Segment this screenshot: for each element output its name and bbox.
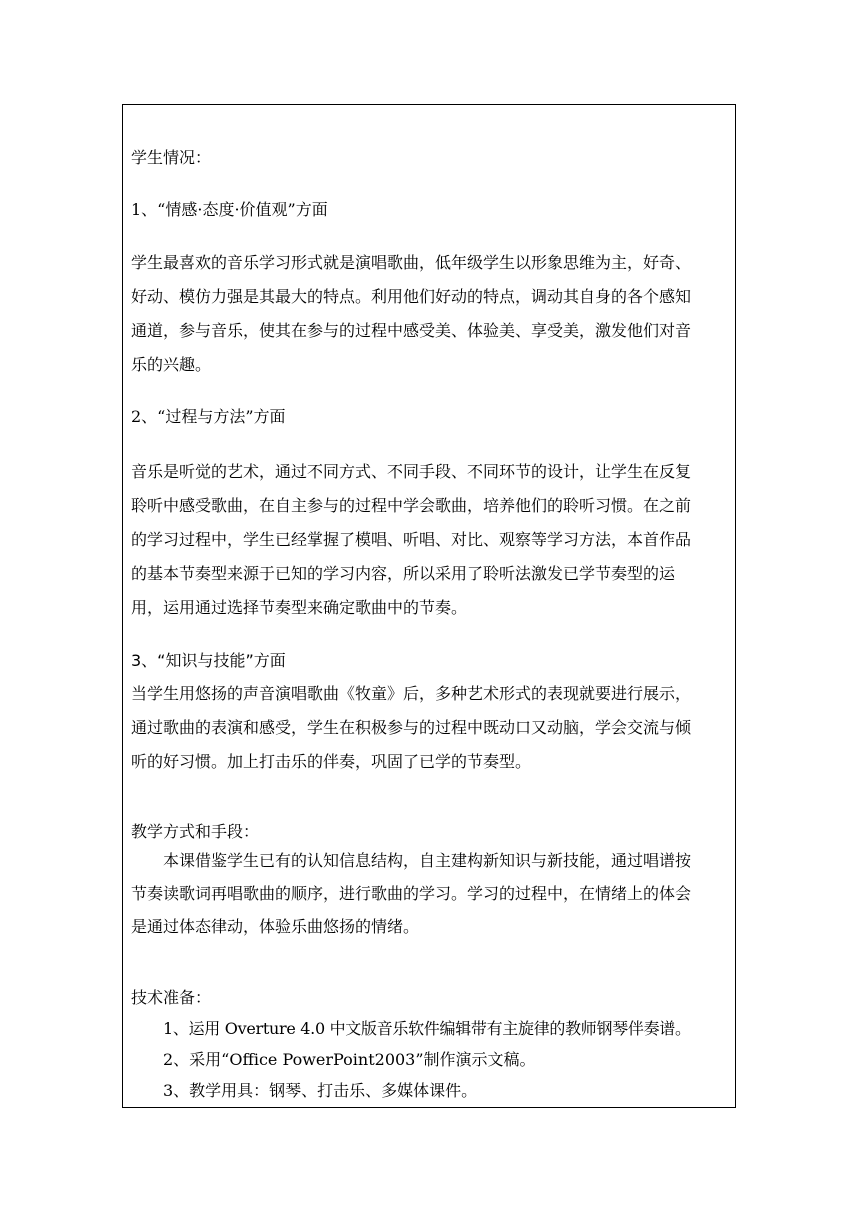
heading-process-methods: 2、“过程与方法”方面 xyxy=(131,407,286,426)
section-title-technical-preparation: 技术准备： xyxy=(131,988,212,1007)
paragraph-line: 学生最喜欢的音乐学习形式就是演唱歌曲，低年级学生以形象思维为主，好奇、 xyxy=(131,253,692,272)
paragraph-line: 是通过体态律动，体验乐曲悠扬的情绪。 xyxy=(131,917,420,936)
paragraph-line: 当学生用悠扬的声音演唱歌曲《牧童》后，多种艺术形式的表现就要进行展示， xyxy=(131,684,692,703)
paragraph-line: 好动、模仿力强是其最大的特点。利用他们好动的特点，调动其自身的各个感知 xyxy=(131,287,692,306)
paragraph-line: 乐的兴趣。 xyxy=(131,355,212,374)
paragraph-line: 的基本节奏型来源于已知的学习内容，所以采用了聆听法激发已学节奏型的运 xyxy=(131,564,676,583)
paragraph-line: 聆听中感受歌曲，在自主参与的过程中学会歌曲，培养他们的聆听习惯。在之前 xyxy=(131,496,692,515)
section-title-student-situation: 学生情况： xyxy=(131,148,212,167)
list-item: 3、教学用具：钢琴、打击乐、多媒体课件。 xyxy=(163,1081,478,1100)
paragraph-line: 的学习过程中，学生已经掌握了模唱、听唱、对比、观察等学习方法，本首作品 xyxy=(131,530,692,549)
list-item: 1、运用 Overture 4.0 中文版音乐软件编辑带有主旋律的教师钢琴伴奏谱。 xyxy=(163,1019,691,1038)
paragraph-line: 本课借鉴学生已有的认知信息结构，自主建构新知识与新技能，通过唱谱按 xyxy=(163,851,692,870)
heading-knowledge-skills: 3、“知识与技能”方面 xyxy=(131,651,286,670)
paragraph-line: 用，运用通过选择节奏型来确定歌曲中的节奏。 xyxy=(131,598,468,617)
paragraph-line: 音乐是听觉的艺术，通过不同方式、不同手段、不同环节的设计，让学生在反复 xyxy=(131,462,692,481)
paragraph-line: 听的好习惯。加上打击乐的伴奏，巩固了已学的节奏型。 xyxy=(131,752,532,771)
list-item: 2、采用“Office PowerPoint2003”制作演示文稿。 xyxy=(163,1050,536,1069)
section-title-teaching-methods: 教学方式和手段： xyxy=(131,822,260,841)
paragraph-line: 通过歌曲的表演和感受，学生在积极参与的过程中既动口又动脑，学会交流与倾 xyxy=(131,718,692,737)
heading-emotion-attitude-values: 1、“情感·态度·价值观”方面 xyxy=(131,200,328,219)
paragraph-line: 节奏读歌词再唱歌曲的顺序，进行歌曲的学习。学习的过程中，在情绪上的体会 xyxy=(131,884,692,903)
paragraph-line: 通道，参与音乐，使其在参与的过程中感受美、体验美、享受美，激发他们对音 xyxy=(131,321,692,340)
